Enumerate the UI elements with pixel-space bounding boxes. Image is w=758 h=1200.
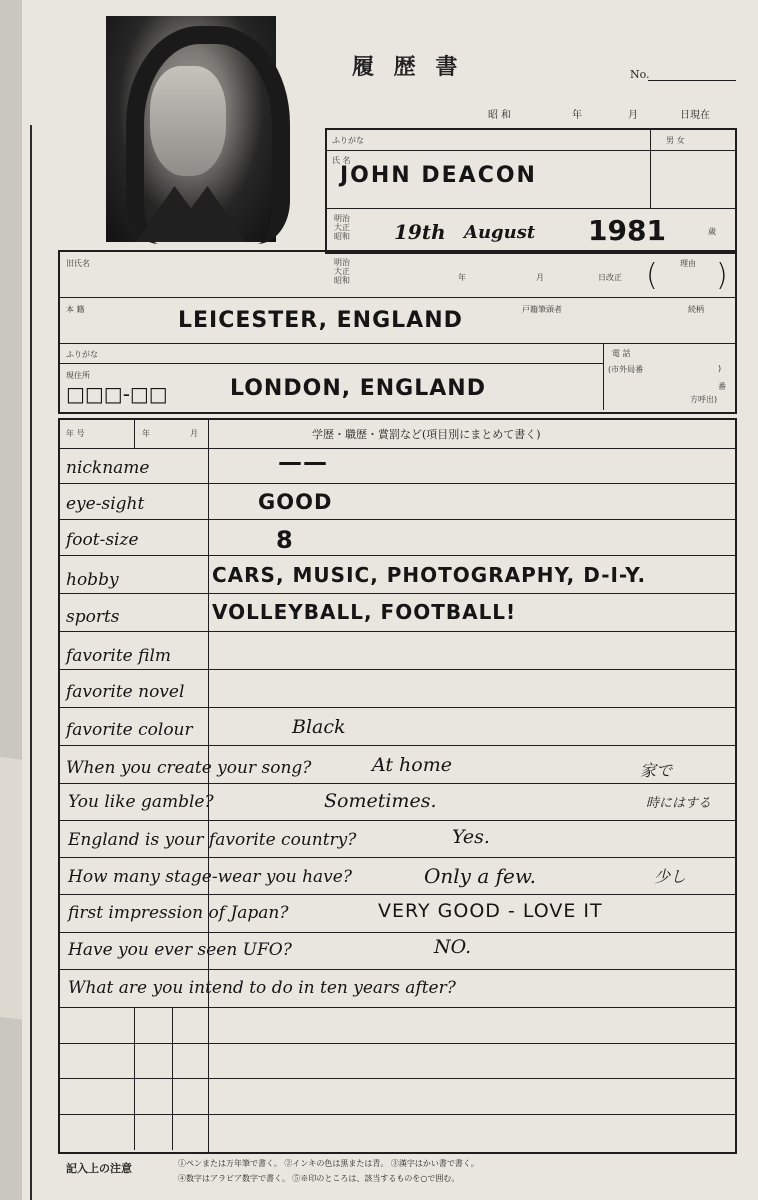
col-month-label: 月 [190,429,198,438]
phone-close: ) [718,364,722,373]
name-furigana-label: ふりがな [332,136,364,145]
col-details-label: 学歴・職歴・賞罰など(項目別にまとめて書く) [312,428,541,441]
row-question: eye-sight [66,494,145,514]
form-number-label: No. [630,68,650,81]
age-suffix: 歳 [708,227,716,236]
binding-line [30,125,32,1200]
row-answer: VOLLEYBALL, FOOTBALL! [212,600,517,624]
table-row-line [58,1043,735,1044]
row-question: foot-size [66,530,139,550]
table-row-line [58,669,735,670]
phone-divider [603,343,604,410]
col-divider-2 [208,418,209,1152]
phone-area-code: (市外局番 [608,365,644,374]
reason-bracket-open: ( [646,258,658,293]
household-head-label: 戸籍筆頭者 [522,305,562,314]
row-question: How many stage-wear you have? [68,867,352,887]
phone-ban: 番 [718,382,726,391]
number-underline [648,80,736,81]
domicile-value: LEICESTER, ENGLAND [178,308,463,333]
row-answer: —— [278,448,328,476]
name-label: 氏 名 [332,156,351,165]
table-row-line [58,483,735,484]
row-answer: Yes. [452,826,490,848]
table-row-line [58,555,735,556]
date-month: 月 [628,110,638,121]
col-year-label: 年 [142,429,150,438]
phone-label: 電 話 [612,349,631,358]
reason-label: 理由 [680,259,696,268]
footer-note-1: ①ペンまたは万年筆で書く。 ②インキの色は黒または青。 ③漢字はかい書で書く。 [178,1159,479,1168]
table-row-line [58,1007,735,1008]
row-question: When you create your song? [66,758,312,778]
row-answer: NO. [434,936,472,958]
former-year: 年 [458,273,466,282]
row-note: 時にはする [646,796,712,811]
table-row-line [58,820,735,821]
name-furigana-line [325,150,735,151]
row-question: hobby [66,570,119,590]
form-title: 履 歴 書 [352,54,464,80]
address-label: 現住所 [66,371,90,380]
date-current: 日現在 [680,110,710,121]
row-question: favorite novel [66,682,185,702]
row-question: favorite colour [66,720,193,740]
name-value: JOHN DEACON [340,163,537,188]
table-row-line [58,783,735,784]
table-row-line [58,894,735,895]
table-row-line [58,631,735,632]
table-row-line [58,969,735,970]
table-row-line [58,1114,735,1115]
photo-face [150,66,226,176]
postcode-boxes: □□□-□□ [66,382,168,406]
row-answer: Only a few. [424,864,536,888]
table-row-line [58,707,735,708]
row-question: You like gamble? [68,792,214,812]
footer-label: 記入上の注意 [66,1162,132,1175]
row-question: What are you intend to do in ten years after? [68,978,456,998]
table-row-line [58,857,735,858]
table-row-line [58,593,735,594]
former-month: 月 [536,273,544,282]
gender-divider [650,128,651,208]
row-note: 家で [640,761,673,780]
birth-era: 明治 大正 昭和 [334,214,350,241]
row-answer: Sometimes. [324,790,437,812]
date-year: 年 [572,110,582,121]
former-day: 日改正 [598,273,622,282]
table-row-line [58,1078,735,1079]
table-row-line [58,745,735,746]
col-era-label: 年 号 [66,429,85,438]
domicile-line-1 [58,297,735,298]
birth-year: 1981 [588,214,666,247]
row-answer: Black [292,716,346,738]
domicile-label: 本 籍 [66,305,85,314]
table-row-line [58,932,735,933]
address-furigana-label: ふりがな [66,350,98,359]
row-answer: VERY GOOD - LOVE IT [378,900,603,922]
birth-month: August [464,222,536,243]
portrait-photo [106,16,276,242]
gender-options: 男 女 [666,136,685,145]
phone-call: 方呼出) [690,395,718,404]
address-furigana-line [58,363,604,364]
row-answer: At home [372,754,452,776]
row-answer: GOOD [258,490,333,514]
former-name-label: 旧氏名 [66,259,90,268]
relation-label: 続柄 [688,305,704,314]
row-question: nickname [66,458,150,478]
row-question: first impression of Japan? [68,903,289,923]
col-divider-1-header [134,418,135,448]
row-question: Have you ever seen UFO? [68,940,292,960]
row-answer: 8 [276,526,294,554]
name-birth-line [325,208,735,209]
birth-day: 19th [394,220,446,244]
history-header-line [58,448,735,449]
row-question: sports [66,607,120,627]
footer-note-2: ④数字はアラビア数字で書く。 ⑤※印のところは、該当するものを○で囲む。 [178,1174,460,1183]
reason-bracket-close: ) [716,258,728,293]
domicile-line-2 [58,343,735,344]
row-note: 少し [654,867,687,886]
date-era: 昭 和 [488,110,512,121]
former-era: 明治 大正 昭和 [334,258,350,285]
table-row-line [58,519,735,520]
row-answer: CARS, MUSIC, PHOTOGRAPHY, D-I-Y. [212,563,647,587]
row-question: favorite film [66,646,172,666]
row-question: England is your favorite country? [68,830,357,850]
address-value: LONDON, ENGLAND [230,376,486,401]
